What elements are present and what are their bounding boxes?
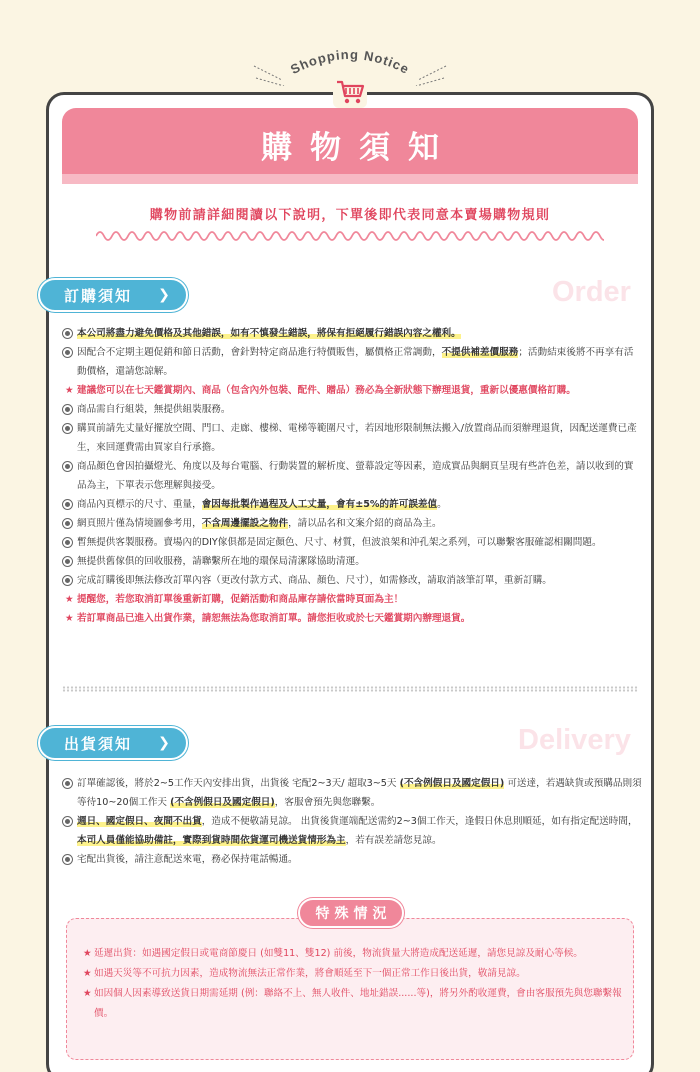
notice-text: 暫無提供客製服務。賣場內的DIY傢俱都是固定顏色、尺寸、材質，但波浪架和沖孔架之系列，可以聯繫客服確認相關問題。 (77, 537, 602, 548)
star-icon: ★ (65, 613, 74, 624)
notice-item (62, 324, 642, 343)
delivery-en-heading: Delivery (518, 724, 631, 756)
chevron-right-icon: ❯ (158, 287, 172, 303)
bullet-circle-icon (62, 404, 73, 415)
notice-text: 商品顏色會因拍攝燈光、角度以及每台電腦、行動裝置的解析度、螢幕設定等因素，造成實品與網頁呈現有些許色差，請以收到的實品為主，下單表示您理解與接受。 (77, 461, 634, 491)
notice-text: ；活動結束後將不再享有活動價格，還請您諒解。 (77, 347, 634, 377)
bullet-circle-icon (62, 347, 73, 358)
notice-text: 提醒您，若您取消訂單後重新訂購，促銷活動和商品庫存請依當時頁面為主！ (77, 594, 404, 605)
notice-item (62, 533, 642, 552)
shopping-cart-icon (331, 74, 369, 110)
bullet-circle-icon (62, 778, 73, 789)
notice-text: 宅配出貨後，請注意配送來電，務必保持電話暢通。 (77, 854, 298, 865)
notice-item (62, 457, 642, 495)
notice-item (62, 552, 642, 571)
notice-item (62, 400, 642, 419)
highlighted-text: 週日、國定假日、夜間不出貨 (77, 816, 202, 827)
wave-divider (96, 228, 604, 244)
delivery-list (62, 774, 642, 869)
notice-text: 完成訂購後即無法修改訂單內容（更改付款方式、商品、顏色、尺寸），如需修改，請取消該筆訂單，重新訂購。 (77, 575, 552, 586)
notice-text: 商品需自行組裝，無提供組裝服務。 (77, 404, 231, 415)
bullet-circle-icon (62, 328, 73, 339)
highlighted-text: 本公司將盡力避免價格及其他錯誤，如有不慎發生錯誤，將保有拒絕履行錯誤內容之權利。 (77, 328, 461, 339)
notice-text: 延遲出貨：如遇國定假日或電商節慶日 (如雙11、雙12) 前後，物流貨量大將造成配送延遲，請您見諒及耐心等候。 (94, 948, 583, 959)
star-icon: ★ (83, 968, 92, 979)
notice-text: 訂單確認後，將於2~5工作天內安排出貨，出貨後 宅配2~3天/ 超取3~5天 (77, 778, 400, 789)
notice-text: ，請以品名和文案介紹的商品為主。 (288, 518, 442, 529)
notice-note (80, 944, 628, 964)
bullet-circle-icon (62, 423, 73, 434)
notice-text: ，客服會預先與您聯繫。 (274, 797, 381, 808)
page-title: 購物須知 (261, 129, 457, 166)
notice-item (62, 343, 642, 381)
dotted-divider (62, 686, 638, 692)
highlighted-text: 本司人員僅能協助備註，實際到貨時間依貨運司機送貨情形為主 (77, 835, 346, 846)
notice-text: 如因個人因素導致送貨日期需延期 (例：聯絡不上、無人收件、地址錯誤......等)，將另外酌收運費，會由客服預先與您聯繫報價。 (94, 988, 622, 1019)
notice-note (62, 590, 642, 609)
notice-note (80, 984, 628, 1024)
order-tag-label: 訂購須知 (64, 286, 133, 305)
bullet-circle-icon (62, 854, 73, 865)
notice-item (62, 419, 642, 457)
notice-text: 若訂單商品已進入出貨作業，請恕無法為您取消訂單。請您拒收或於七天鑑賞期內辦理退貨。 (77, 613, 471, 624)
star-icon: ★ (65, 385, 74, 396)
bullet-circle-icon (62, 575, 73, 586)
bullet-circle-icon (62, 499, 73, 510)
highlighted-text: (不含例假日及國定假日) (399, 778, 505, 789)
notice-text: 建議您可以在七天鑑賞期內、商品（包含內外包裝、配件、贈品）務必為全新狀態下辦理退貨，重新以優惠價格訂購。 (77, 385, 576, 396)
notice-text: 網頁照片僅為情境圖參考用， (77, 518, 202, 529)
notice-text: ，造成不便敬請見諒。 出貨後貨運端配送需約2~3個工作天，逢假日休息則順延，如有指定配送時間， (201, 816, 638, 827)
highlighted-text: (不含例假日及國定假日) (170, 797, 275, 808)
arc-text: Shopping Notice (288, 46, 413, 78)
delivery-tag-label: 出貨須知 (64, 734, 133, 753)
bullet-circle-icon (62, 461, 73, 472)
notice-text: 可送達，若遇缺貨或預購品則須等待10~20個工作天 (77, 778, 642, 808)
notice-item (62, 774, 642, 812)
notice-note (62, 381, 642, 400)
highlighted-text: 不含周邊擺設之物件 (201, 518, 289, 529)
notice-text: 如遇天災等不可抗力因素，造成物流無法正常作業，將會順延至下一個正常工作日後出貨，敬請見諒。 (94, 968, 526, 979)
notice-text: 商品內頁標示的尺寸、重量， (77, 499, 202, 510)
bullet-circle-icon (62, 537, 73, 548)
notice-item (62, 495, 642, 514)
notice-text: 購買前請先丈量好擺放空間、門口、走廊、樓梯、電梯等範圍尺寸，若因地形限制無法搬入/放置商品而須辦理退貨，因配送運費已產生，來回運費需由買家自行承擔。 (77, 423, 637, 453)
chevron-right-icon: ❯ (158, 735, 172, 751)
notice-text: 無提供舊傢俱的回收服務，請聯繫所在地的環保局清潔隊協助清運。 (77, 556, 365, 567)
star-icon: ★ (83, 988, 92, 999)
subtitle: 購物前請詳細閱讀以下說明，下單後即代表同意本賣場購物規則 (149, 208, 551, 223)
notice-note (62, 609, 642, 628)
notice-item (62, 571, 642, 590)
notice-item (62, 812, 642, 850)
order-en-heading: Order (552, 276, 631, 308)
notice-item (62, 514, 642, 533)
star-icon: ★ (65, 594, 74, 605)
bullet-circle-icon (62, 556, 73, 567)
order-list (62, 324, 642, 628)
notice-text: 因配合不定期主題促銷和節日活動，會針對特定商品進行特價販售，屬價格正常調動， (77, 347, 442, 358)
bullet-circle-icon (62, 518, 73, 529)
bullet-circle-icon (62, 816, 73, 827)
notice-note (80, 964, 628, 984)
notice-item (62, 850, 642, 869)
order-section-tag (38, 278, 188, 312)
special-section-tag: 特殊情況 (298, 898, 404, 928)
notice-text: 。 (437, 499, 447, 510)
highlighted-text: 不提供補差價服務 (441, 347, 519, 358)
special-list (80, 944, 628, 1024)
notice-text: ，若有誤差請您見諒。 (345, 835, 442, 846)
svg-text:Shopping Notice (288, 47, 412, 77)
star-icon: ★ (83, 948, 92, 959)
delivery-section-tag (38, 726, 188, 760)
highlighted-text: 會因每批製作過程及人工丈量，會有±5%的許可誤差值 (201, 499, 438, 510)
